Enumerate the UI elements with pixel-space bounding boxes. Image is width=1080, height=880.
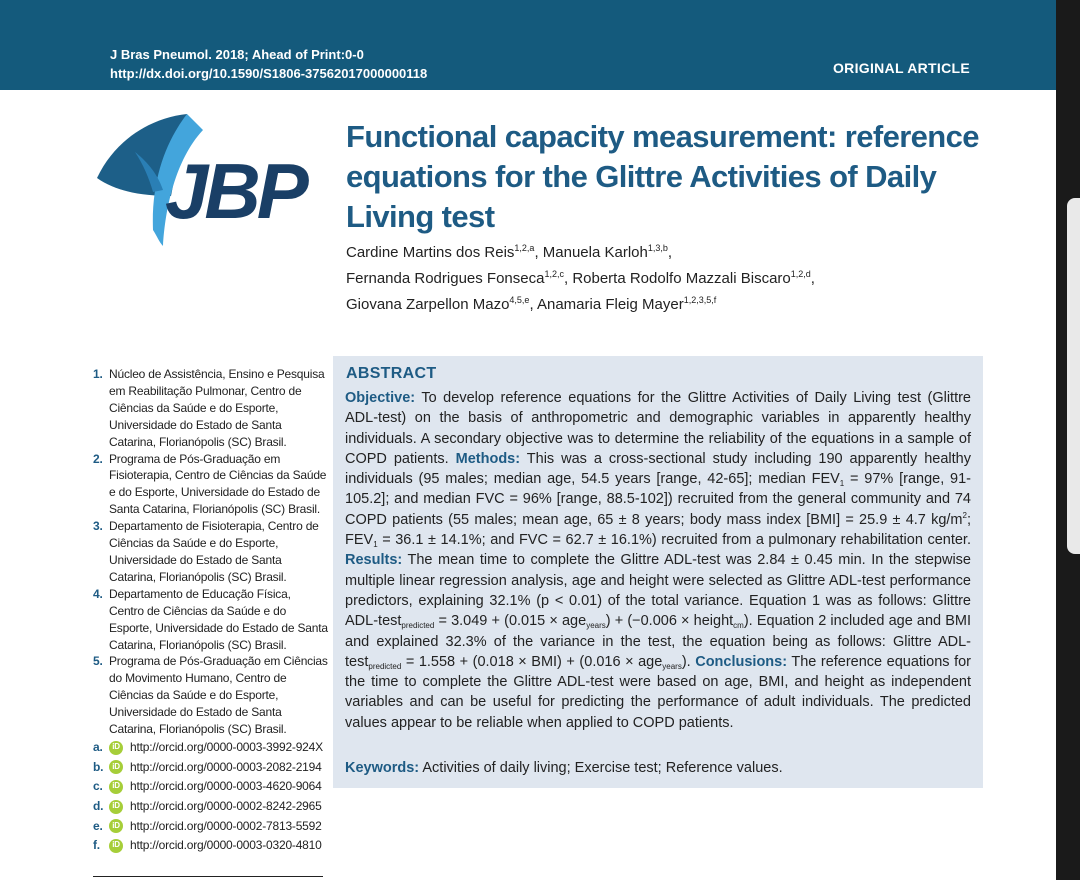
results-text-5: = 1.558 + (0.018 × BMI) + (0.016 × age (401, 653, 663, 670)
author-name: Roberta Rodolfo Mazzali Biscaro (572, 270, 791, 287)
author-separator: , (667, 244, 673, 261)
results-text-3: ) + (−0.006 × height (605, 613, 734, 630)
author-affiliation-marks: 1,2,c (544, 269, 564, 279)
orcid-letter: b. (93, 759, 104, 774)
affiliation-text: Departamento de Educação Física, Centro de Ciências da Saúde e do Esporte, Universidade do Estado de Santa Catarina, Florianópolis (SC) Brasil. (109, 586, 328, 652)
journal-info (110, 45, 427, 83)
orcid-link[interactable]: http://orcid.org/0000-0003-0320-4810 (130, 838, 322, 853)
orcid-letter: e. (93, 818, 103, 833)
author-affiliation-marks: 1,3,b (647, 243, 668, 253)
results-text-4: ). Equation 2 included age and BMI and explained 32.3% of the variance in the test, the equation being as follows: Glittre ADL-test (345, 613, 972, 670)
orcid-link[interactable]: http://orcid.org/0000-0003-3992-924X (130, 740, 323, 755)
methods-text-2: = 97% [range, 91-105.2]; and median FVC = 96% [range, 88.5-102]) recruited from the general community and 74 COPD patients (55 males; mean age, 65 ± 8 years; body mass index [BMI] = 25.9 ± 4.7 kg/m (345, 471, 972, 528)
abstract-text (345, 388, 971, 733)
affiliation-number: 2. (93, 451, 103, 466)
orcid-icon: iD (109, 819, 123, 833)
results-text-1: The mean time to complete the Glittre ADL-test was 2.84 ± 0.45 min. In the stepwise multiple linear regression analysis, age and height were selected as Glittre ADL-test performance predictors, explaining 32.1% (p < 0.01) of the total variance. Equation 1 was as follows: Glittre ADL-test (345, 552, 971, 630)
affiliation-number: 4. (93, 586, 103, 601)
affiliation-number: 3. (93, 519, 103, 534)
author-separator: , (534, 244, 543, 261)
cm-subscript: cm (733, 621, 744, 631)
predicted-subscript-2: predicted (368, 661, 402, 671)
affiliation-item (93, 586, 328, 654)
author-separator: , (529, 296, 537, 313)
objective-label: Objective: (345, 390, 416, 406)
doi-link[interactable]: http://dx.doi.org/10.1590/S1806-37562017000000118 (110, 66, 428, 81)
scroll-handle[interactable] (1067, 198, 1080, 554)
author-name: Anamaria Fleig Mayer (536, 296, 684, 313)
logo-text: JBP (165, 147, 305, 235)
methods-text-1: This was a cross-sectional study including 190 apparently healthy individuals (95 males; median age, 54.5 years [range, 42-65]; median FEV (345, 450, 971, 488)
affiliation-item (93, 451, 328, 519)
author-affiliation-marks: 1,2,d (790, 269, 811, 279)
affiliations-list (93, 366, 328, 856)
keywords-label: Keywords: (345, 760, 420, 776)
keywords-text: Activities of daily living; Exercise test; Reference values. (422, 760, 783, 776)
author-separator: , (810, 270, 815, 287)
affiliation-text: Núcleo de Assistência, Ensino e Pesquisa em Reabilitação Pulmonar, Centro de Ciências da Saúde e do Esporte, Universidade do Estado de Santa Catarina, Florianópolis (SC) Brasil. (109, 367, 325, 449)
orcid-icon: iD (109, 839, 123, 853)
affiliation-text: Programa de Pós-Graduação em Fisioterapia, Centro de Ciências da Saúde e do Esporte, Universidade do Estado de Santa Catarina, Florianópolis (SC) Brasil. (109, 451, 327, 517)
bmi-superscript: 2 (962, 510, 967, 520)
methods-text-3: ; FEV (345, 511, 971, 549)
author-name: Manuela Karloh (542, 244, 648, 261)
conclusions-label: Conclusions: (695, 653, 788, 670)
orcid-item (93, 777, 328, 797)
abstract-box (333, 356, 983, 788)
affiliation-item (93, 518, 328, 586)
abstract-heading: ABSTRACT (346, 365, 437, 382)
affiliation-item (93, 653, 328, 738)
years-subscript-2: years (662, 661, 682, 671)
orcid-letter: a. (93, 740, 103, 755)
methods-text-4: = 36.1 ± 14.1%; and FVC = 62.7 ± 16.1%) recruited from a pulmonary rehabilitation center. (377, 532, 971, 549)
orcid-item (93, 797, 328, 817)
orcid-icon: iD (109, 800, 123, 814)
orcid-item (93, 738, 328, 758)
orcid-item (93, 836, 328, 856)
affiliation-item (93, 366, 328, 451)
orcid-link[interactable]: http://orcid.org/0000-0003-4620-9064 (130, 779, 322, 794)
conclusions-text: The reference equations for the time to complete the Glittre ADL-test were based on age, BMI, and height as independent variables and can be useful for predicting the performance of adult individuals. The predicted values appear to be reliable when applied to COPD patients. (345, 653, 971, 731)
author-affiliation-marks: 1,2,a (514, 243, 535, 253)
orcid-link[interactable]: http://orcid.org/0000-0002-8242-2965 (130, 799, 322, 814)
years-subscript: years (586, 621, 606, 631)
author-name: Fernanda Rodrigues Fonseca (346, 270, 545, 287)
orcid-icon: iD (109, 741, 123, 755)
predicted-subscript: predicted (401, 621, 435, 631)
jbp-logo (95, 100, 325, 260)
affiliation-text: Programa de Pós-Graduação em Ciências do Movimento Humano, Centro de Ciências da Saúde e do Esporte, Universidade do Estado de Santa Catarina, Florianópolis (SC) Brasil. (109, 654, 328, 737)
article-type-label: ORIGINAL ARTICLE (832, 60, 970, 76)
fev-subscript: 1 (839, 479, 845, 489)
orcid-icon: iD (109, 780, 123, 794)
affiliation-text: Departamento de Fisioterapia, Centro de Ciências da Saúde e do Esporte, Universidade do Estado de Santa Catarina, Florianópolis (SC) Brasil. (109, 519, 319, 584)
methods-label: Methods: (455, 450, 521, 467)
affiliation-number: 1. (93, 367, 103, 381)
orcid-item (93, 758, 328, 778)
orcid-item (93, 816, 328, 836)
results-text-6: ). (681, 653, 691, 670)
author-affiliation-marks: 1,2,3,5,f (683, 295, 717, 305)
orcid-letter: d. (93, 799, 104, 814)
author-name: Cardine Martins dos Reis (346, 244, 515, 261)
author-list (346, 240, 1026, 318)
header-banner (0, 0, 1056, 90)
author-name: Giovana Zarpellon Mazo (346, 296, 510, 313)
orcid-letter: f. (93, 838, 100, 853)
author-separator: , (563, 270, 573, 287)
results-text-2: = 3.049 + (0.015 × age (434, 613, 587, 630)
orcid-letter: c. (93, 779, 103, 794)
results-label: Results: (345, 552, 403, 569)
journal-citation: J Bras Pneumol. 2018; Ahead of Print:0-0 (110, 47, 364, 62)
affiliation-number: 5. (93, 654, 103, 669)
orcid-link[interactable]: http://orcid.org/0000-0002-7813-5592 (130, 818, 322, 833)
article-title: Functional capacity measurement: reference equations for the Glittre Activities of Daily Living test (346, 119, 979, 234)
author-affiliation-marks: 4,5,e (509, 295, 530, 305)
fev-subscript-2: 1 (373, 540, 378, 550)
orcid-link[interactable]: http://orcid.org/0000-0003-2082-2194 (130, 759, 322, 774)
affiliation-rule (93, 876, 323, 877)
orcid-icon: iD (109, 760, 123, 774)
objective-text: To develop reference equations for the Glittre Activities of Daily Living test (Glittre ADL-test) on the basis of anthropometric and demographic variables in apparently healthy individuals. A secondary objective was to determine the reliability of the equations in a sample of COPD patients. (345, 390, 971, 467)
keywords-line (345, 760, 783, 776)
